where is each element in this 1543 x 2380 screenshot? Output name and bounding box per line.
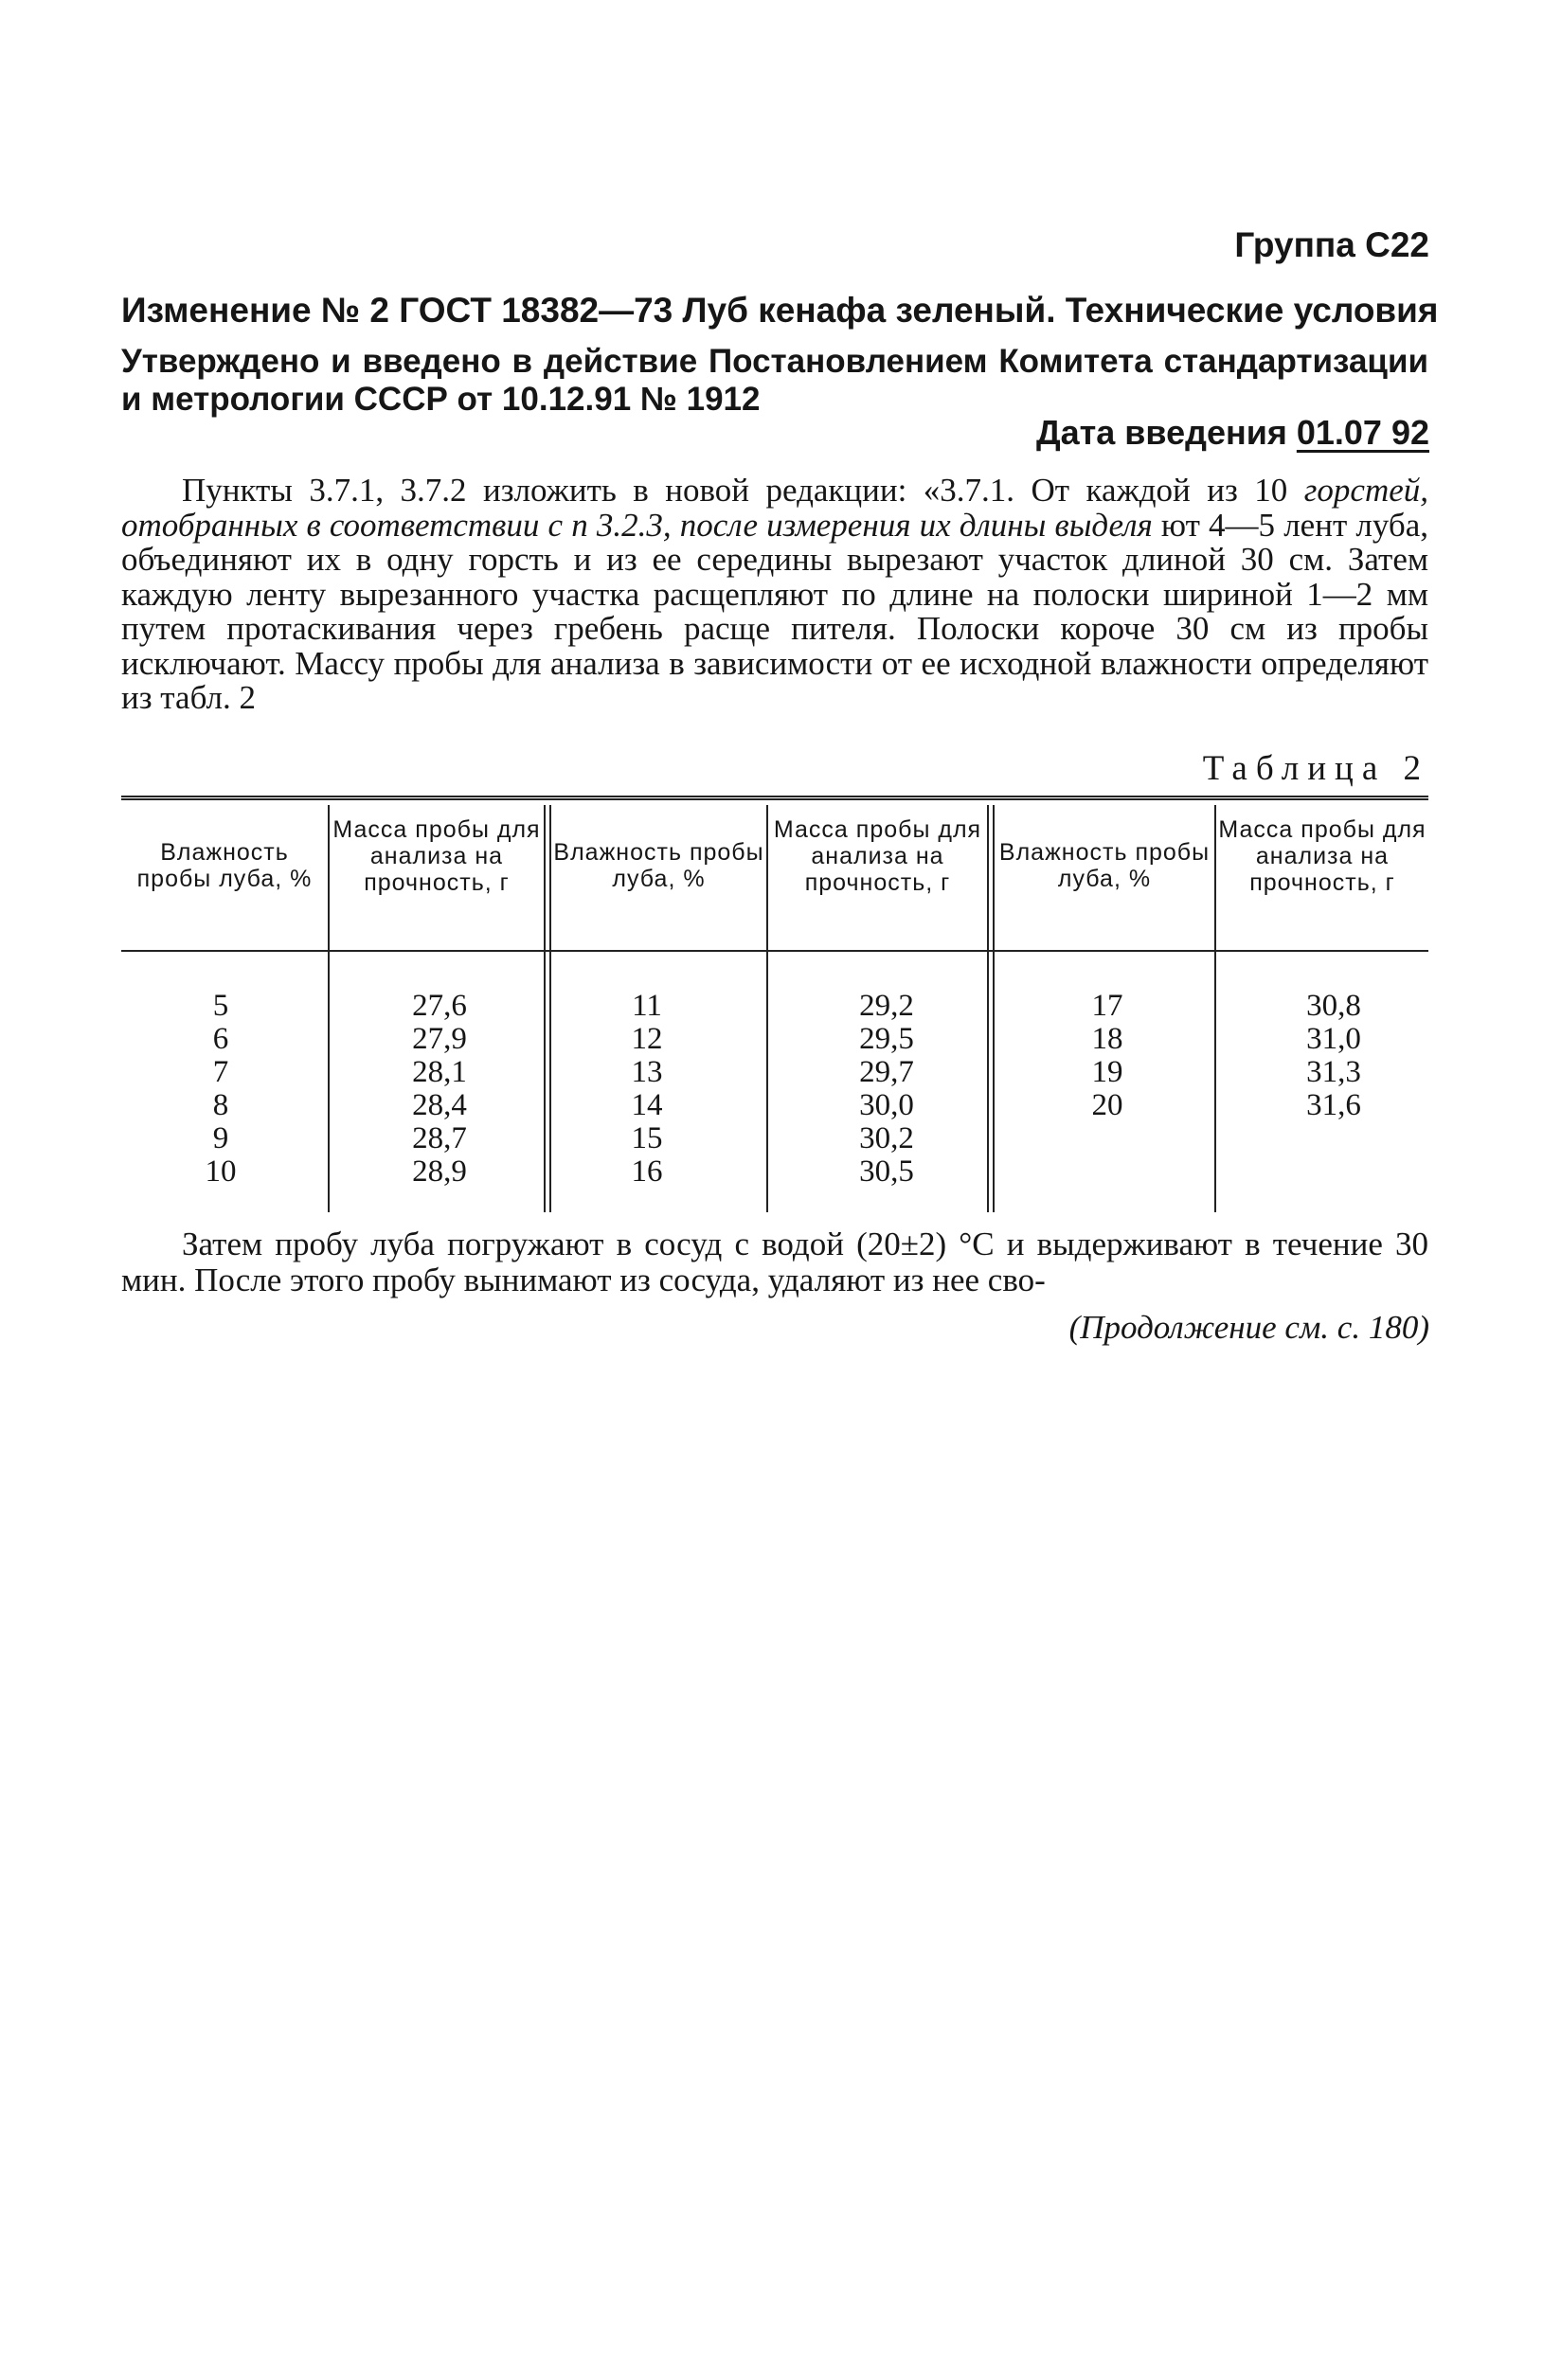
paragraph-2 [121, 1226, 1428, 1298]
table-cell: 14 [631, 1088, 663, 1122]
header-moisture-2: Влажность пробы луба, % [553, 839, 764, 892]
table-cell: 11 [632, 989, 662, 1023]
table-cell: 18 [1091, 1022, 1123, 1056]
table-cell: 15 [631, 1121, 663, 1155]
header-moisture-1: Влажность пробы луба, % [136, 839, 313, 892]
table-cell: 7 [212, 1055, 229, 1089]
table-cell: 16 [631, 1154, 663, 1189]
table-cell: 28,1 [412, 1055, 467, 1089]
approval-statement: Утверждено и введено в действие Постановлением Комитета стандартизации и метрологии СССР от 10.12.91 № 1912 [121, 343, 1428, 418]
table-cell: 8 [212, 1088, 229, 1122]
table-cell: 29,2 [859, 989, 914, 1023]
col-divider-4a [987, 805, 989, 1212]
paragraph-1-rest: ют 4—5 лент луба, объединяют их в одну горсть и из ее середины вырезают участок длиной 30 см. Затем каждую ленту вырезанного участка расщепляют по длине на полоски шириной 1—2 мм путем протаскивания через гребень расще пителя. Полоски короче 30 см из пробы исключают. Массу пробы для анализа в зависимости от ее исходной влажности определяют из табл. 2 [121, 506, 1429, 716]
table-top-rule-2 [121, 798, 1428, 800]
header-mass-3: Масса пробы для анализа на прочность, г [1218, 816, 1426, 896]
table-cell: 31,3 [1306, 1055, 1361, 1089]
table-cell: 29,5 [859, 1022, 914, 1056]
paragraph-2-text: Затем пробу луба погружают в сосуд с водой (20±2) °С и выдерживают в течение 30 мин. После этого пробу вынимают из сосуда, удаляют из нее сво- [121, 1226, 1428, 1298]
col1-mass-values [364, 990, 515, 1189]
table-cell: 10 [205, 1154, 237, 1189]
table-cell: 31,6 [1306, 1088, 1361, 1122]
table-cell: 17 [1091, 989, 1123, 1023]
table-cell: 28,9 [412, 1154, 467, 1189]
table-cell: 30,8 [1306, 989, 1361, 1023]
table-cell: 28,4 [412, 1088, 467, 1122]
table-label: Таблица 2 [1202, 749, 1429, 788]
col3-moisture-values [1046, 990, 1169, 1122]
col1-moisture-values [159, 990, 282, 1189]
table-cell: 6 [212, 1022, 229, 1056]
introduction-date [1036, 413, 1429, 453]
paragraph-1-italic: горстей, отобранных в соответствии с п 3.2.3, после измерения их длины выделя [121, 472, 1428, 544]
table-cell: 31,0 [1306, 1022, 1361, 1056]
table-top-rule [121, 796, 1428, 797]
table-cell: 5 [212, 989, 229, 1023]
header-mass-2: Масса пробы для анализа на прочность, г [773, 816, 982, 896]
introduction-date-label: Дата введения [1035, 413, 1297, 452]
header-mass-1: Масса пробы для анализа на прочность, г [332, 816, 541, 896]
introduction-date-value: 01.07 92 [1296, 413, 1429, 452]
group-code: Группа С22 [1234, 225, 1429, 264]
table-cell: 30,0 [859, 1088, 914, 1122]
table-cell: 27,9 [412, 1022, 467, 1056]
table-cell: 29,7 [859, 1055, 914, 1089]
table-cell: 12 [631, 1022, 663, 1056]
document-title: Изменение № 2 ГОСТ 18382—73 Луб кенафа зеленый. Технические условия [121, 291, 1439, 330]
table-cell: 20 [1091, 1088, 1123, 1122]
col3-mass-values [1258, 990, 1409, 1122]
continuation-note: (Продолжение см. с. 180) [1068, 1309, 1429, 1346]
table-cell: 9 [212, 1121, 229, 1155]
table-cell: 28,7 [412, 1121, 467, 1155]
table-cell: 27,6 [412, 989, 467, 1023]
header-moisture-3: Влажность пробы луба, % [998, 839, 1211, 892]
table-cell: 13 [631, 1055, 663, 1089]
table-cell: 30,2 [859, 1121, 914, 1155]
col2-mass-values [811, 990, 962, 1189]
col2-moisture-values [585, 990, 709, 1189]
paragraph-1-start: Пункты 3.7.1, 3.7.2 изложить в новой редакции: «3.7.1. От каждой из 10 [182, 472, 1304, 509]
table-cell: 30,5 [859, 1154, 914, 1189]
table-cell: 19 [1091, 1055, 1123, 1089]
col-divider-2a [544, 805, 546, 1212]
data-table [121, 796, 1428, 1212]
paragraph-1 [121, 474, 1428, 716]
